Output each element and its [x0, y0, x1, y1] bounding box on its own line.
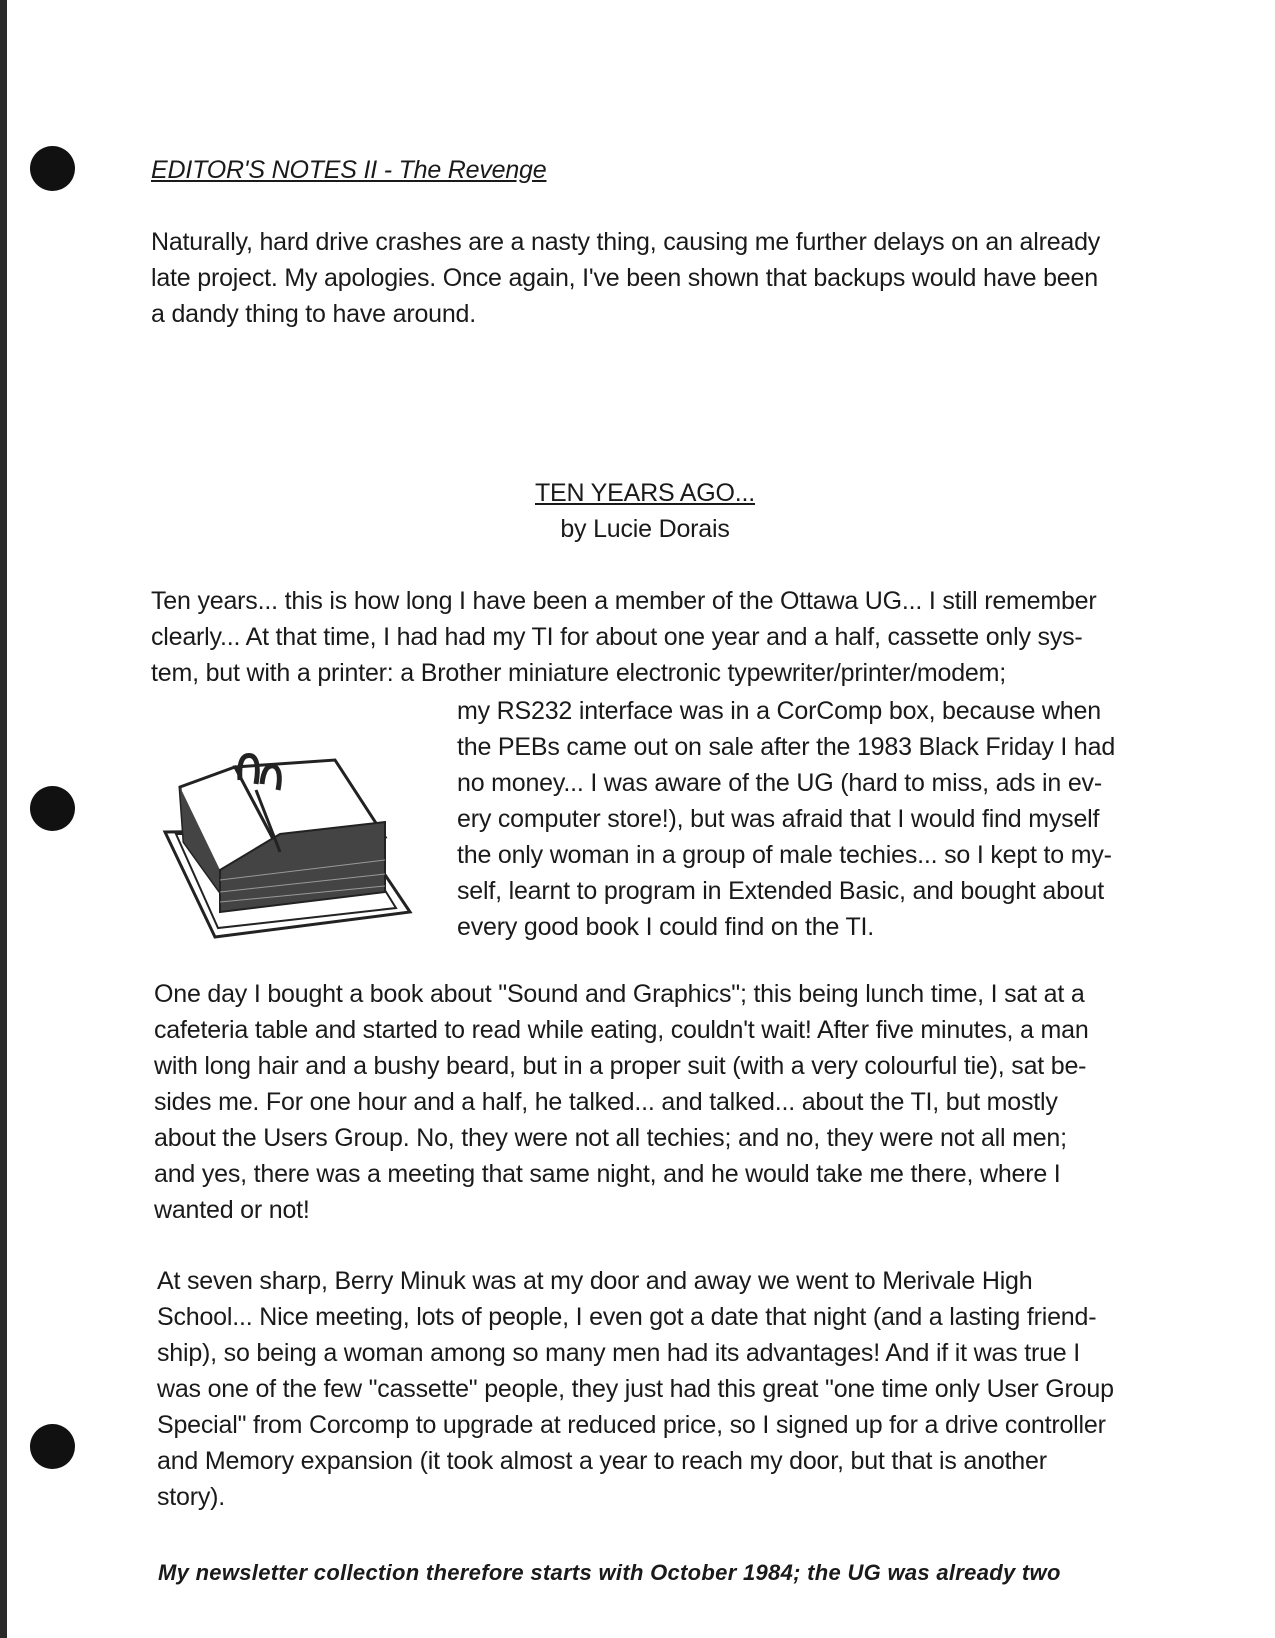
binder-hole-top: [30, 146, 75, 191]
article-header: [440, 475, 850, 547]
article-line: wanted or not!: [154, 1196, 310, 1224]
article-line: At seven sharp, Berry Minuk was at my door and away we went to Merivale High: [157, 1267, 1033, 1295]
article-line: with long hair and a bushy beard, but in a proper suit (with a very colourful tie), sat be-: [154, 1052, 1087, 1080]
article-paragraph-3: [157, 1263, 1167, 1515]
binder-hole-bottom: [30, 1424, 75, 1469]
scan-edge: [0, 0, 7, 1638]
article-line: every good book I could find on the TI.: [457, 913, 875, 941]
article-line: clearly... At that time, I had had my TI for about one year and a half, cassette only sys-: [151, 623, 1083, 651]
editors-notes-title: [151, 152, 546, 188]
binder-hole-middle: [30, 786, 75, 831]
article-line: Special" from Corcomp to upgrade at reduced price, so I signed up for a drive controller: [157, 1411, 1106, 1439]
editors-notes-line: Naturally, hard drive crashes are a nasty thing, causing me further delays on an already: [151, 228, 1101, 256]
article-intro: [151, 583, 1161, 691]
article-line: Ten years... this is how long I have been a member of the Ottawa UG... I still remember: [151, 587, 1097, 615]
desk-calendar-icon: [160, 742, 415, 942]
article-line: ship), so being a woman among so many men had its advantages! And if it was true I: [157, 1339, 1081, 1367]
article-line: One day I bought a book about "Sound and Graphics"; this being lunch time, I sat at a: [154, 980, 1085, 1008]
editors-notes-heading: EDITOR'S NOTES II - The Revenge: [151, 156, 547, 184]
article-line: self, learnt to program in Extended Basic, and bought about: [457, 877, 1104, 905]
article-line: ery computer store!), but was afraid that I would find myself: [457, 805, 1100, 833]
article-line: was one of the few "cassette" people, they just had this great "one time only User Group: [157, 1375, 1114, 1403]
article-line: My newsletter collection therefore starts with October 1984; the UG was already two: [158, 1560, 1061, 1585]
article-line: sides me. For one hour and a half, he talked... and talked... about the TI, but mostly: [154, 1088, 1058, 1116]
article-line: no money... I was aware of the UG (hard to miss, ads in ev-: [457, 769, 1102, 797]
article-line: tem, but with a printer: a Brother miniature electronic typewriter/printer/modem;: [151, 659, 1006, 687]
article-line: and Memory expansion (it took almost a year to reach my door, but that is another: [157, 1447, 1047, 1475]
article-line: story).: [157, 1483, 226, 1511]
article-last-line: [158, 1555, 1158, 1591]
article-title: TEN YEARS AGO...: [534, 479, 756, 507]
article-line: the only woman in a group of male techies... so I kept to my-: [457, 841, 1112, 869]
article-line: my RS232 interface was in a CorComp box, because when: [457, 697, 1101, 725]
article-byline: by Lucie Dorais: [560, 515, 730, 543]
article-line: about the Users Group. No, they were not all techies; and no, they were not all men;: [154, 1124, 1067, 1152]
editors-notes-line: late project. My apologies. Once again, I've been shown that backups would have been: [151, 264, 1098, 292]
article-line: and yes, there was a meeting that same night, and he would take me there, where I: [154, 1160, 1061, 1188]
article-line: the PEBs came out on sale after the 1983 Black Friday I had: [457, 733, 1116, 761]
editors-notes-paragraph: [151, 224, 1151, 332]
editors-notes-line: a dandy thing to have around.: [151, 300, 477, 328]
article-line: cafeteria table and started to read while eating, couldn't wait! After five minutes, a man: [154, 1016, 1089, 1044]
article-paragraph-2: [154, 976, 1164, 1228]
article-line: School... Nice meeting, lots of people, I even got a date that night (and a lasting friend-: [157, 1303, 1097, 1331]
article-wrap-text: [457, 693, 1137, 945]
